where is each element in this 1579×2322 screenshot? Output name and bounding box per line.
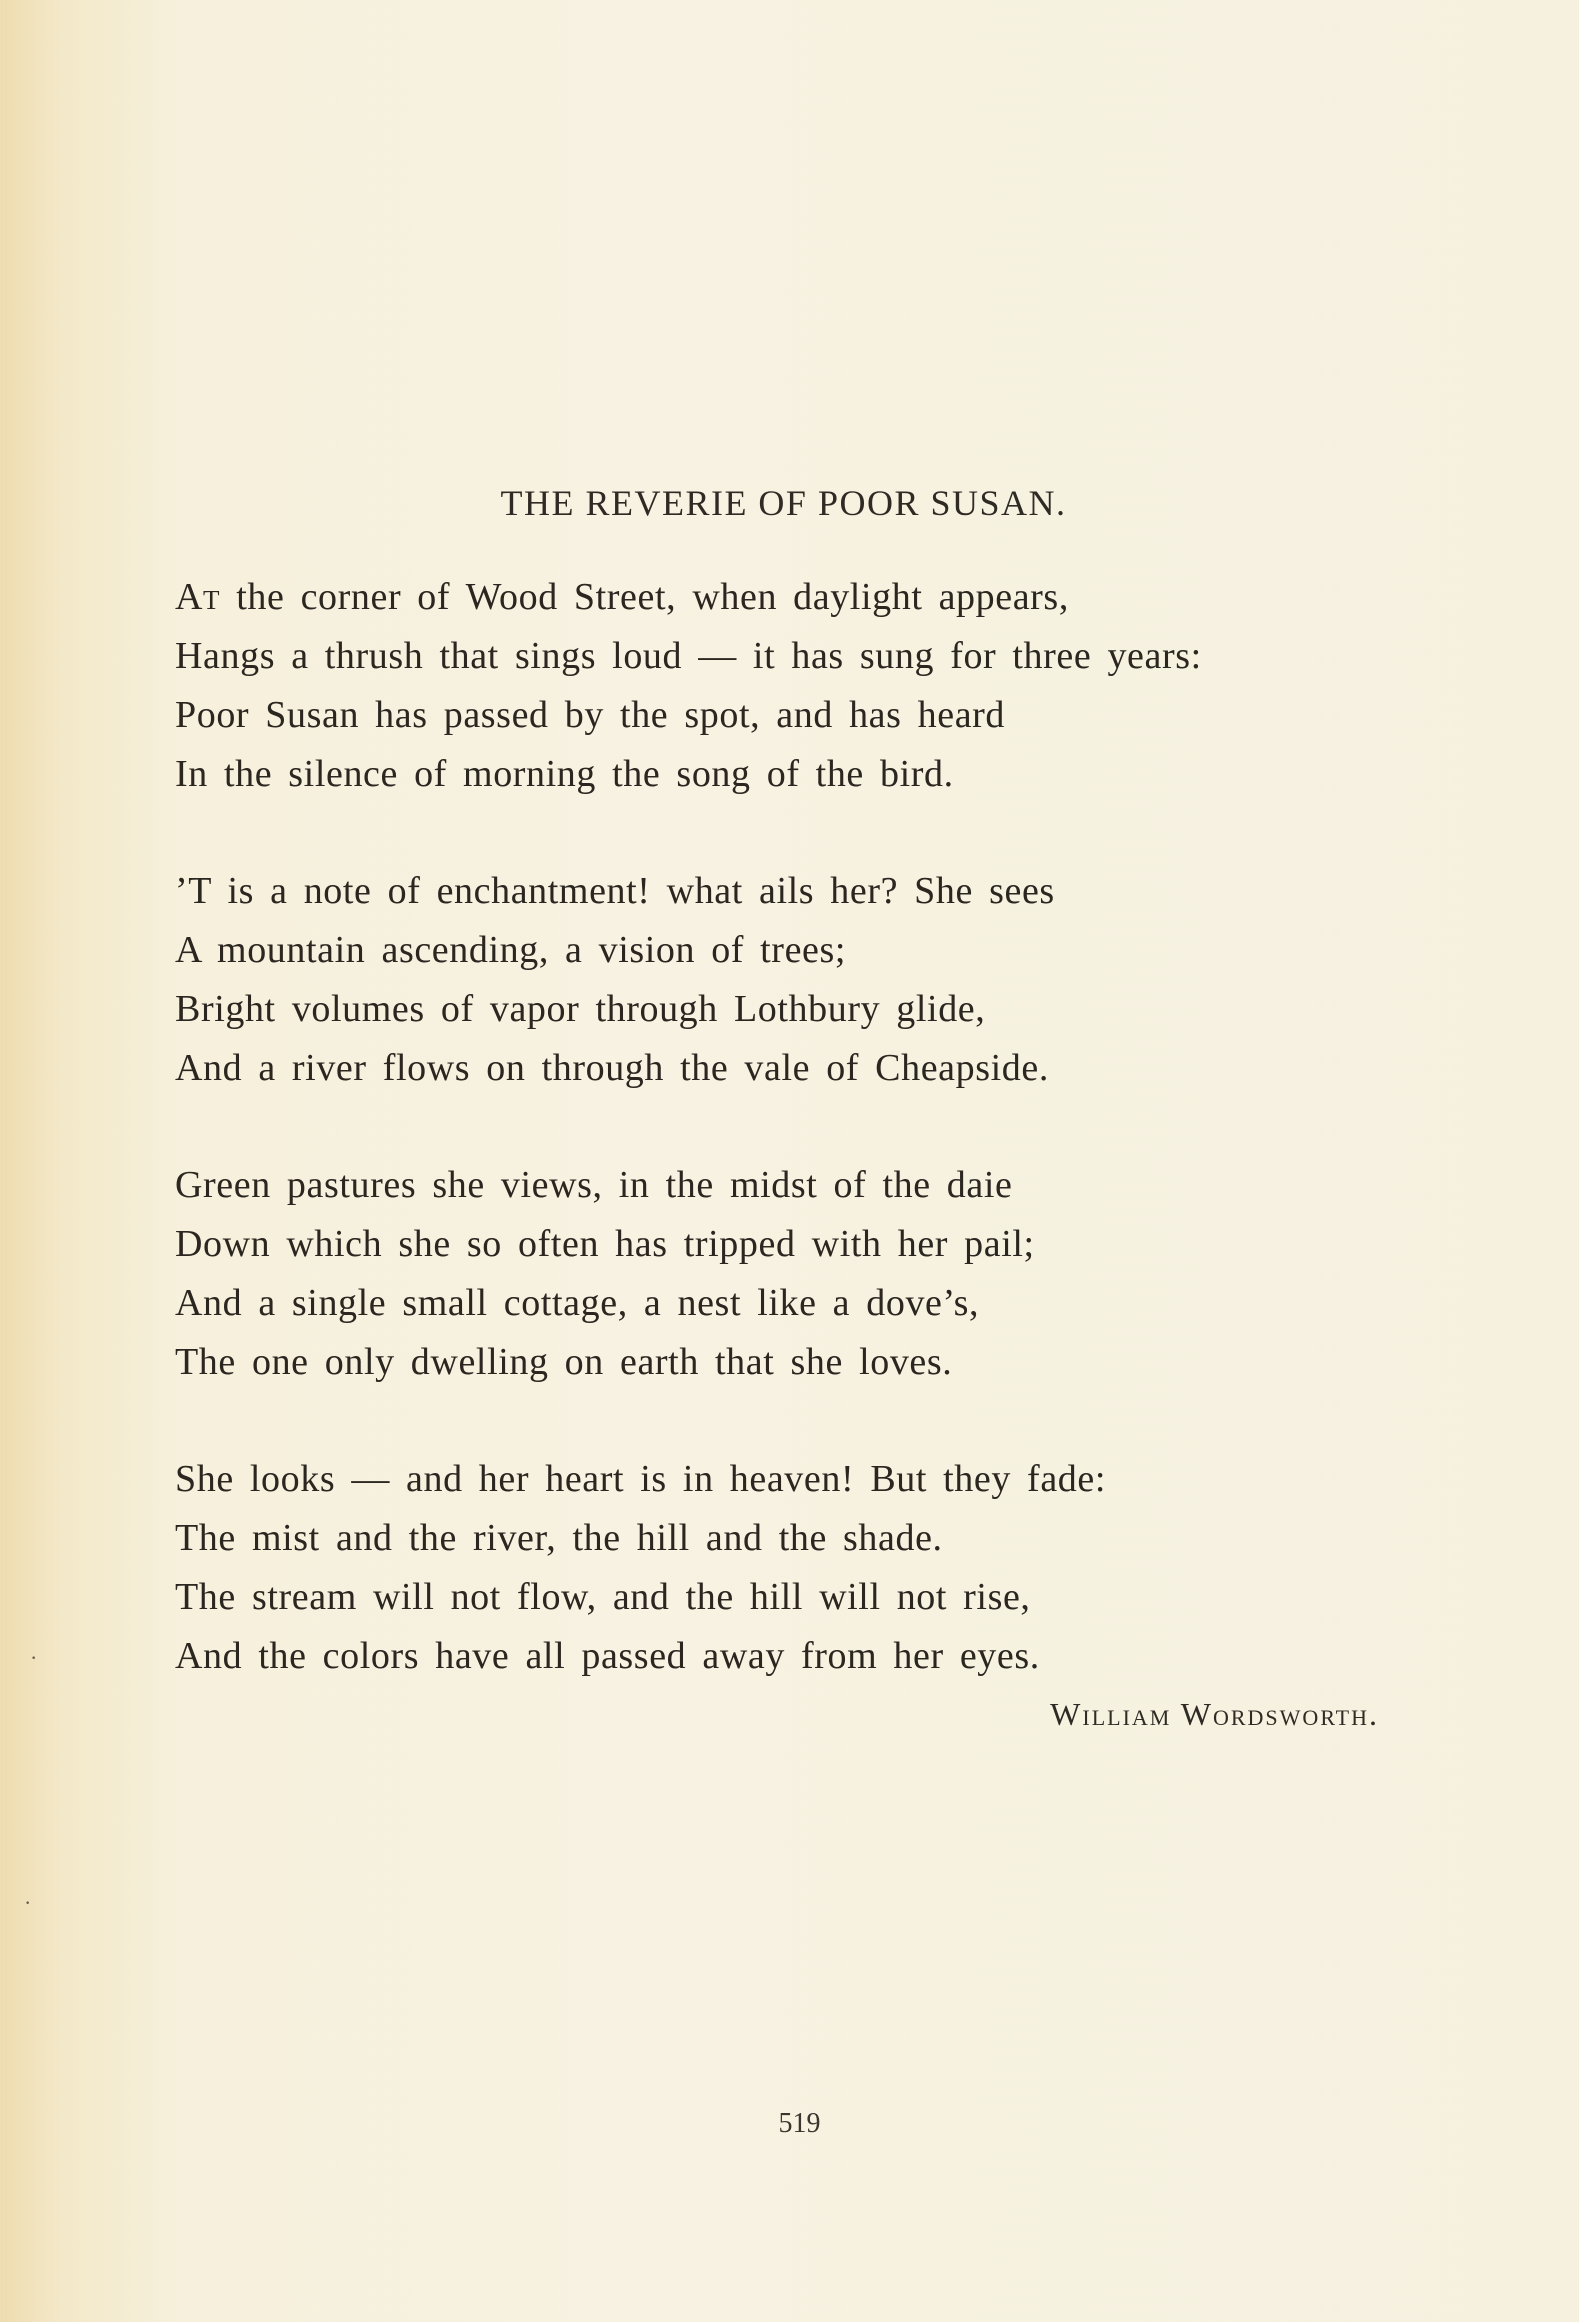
page-number: 519: [778, 2108, 821, 2139]
poem-line: And the colors have all passed away from her eyes.: [175, 1635, 1040, 1677]
poem-line: The one only dwelling on earth that she loves.: [175, 1341, 953, 1383]
poem-body: [175, 568, 1425, 1744]
stanza-4: [175, 1450, 1425, 1686]
author-attribution: William Wordsworth.: [1050, 1696, 1379, 1732]
line-text: the corner of Wood Street, when daylight appears,: [220, 576, 1069, 618]
poem-line: The stream will not flow, and the hill will not rise,: [175, 1576, 1031, 1618]
poem-line: Green pastures she views, in the midst of the daie: [175, 1164, 1013, 1206]
poem-line: A mountain ascending, a vision of trees;: [175, 929, 847, 971]
poem-line: [175, 568, 1425, 627]
poem-line: She looks — and her heart is in heaven! But they fade:: [175, 1458, 1107, 1500]
poem-line: In the silence of morning the song of the bird.: [175, 753, 954, 795]
poem-line: ’T is a note of enchantment! what ails her? She sees: [175, 870, 1055, 912]
poem-title: THE REVERIE OF POOR SUSAN.: [500, 483, 1067, 523]
poem-line: And a single small cottage, a nest like a dove’s,: [175, 1282, 980, 1324]
poem-line: Bright volumes of vapor through Lothbury glide,: [175, 988, 986, 1030]
poem-line: Poor Susan has passed by the spot, and has heard: [175, 694, 1006, 736]
poem-line: The mist and the river, the hill and the shade.: [175, 1517, 943, 1559]
poem-line: Down which she so often has tripped with her pail;: [175, 1223, 1035, 1265]
poem-line: And a river flows on through the vale of Cheapside.: [175, 1047, 1049, 1089]
paper-speck: ·: [24, 1890, 32, 1915]
stanza-3: [175, 1156, 1425, 1392]
stanza-1: [175, 568, 1425, 804]
paper-speck: ·: [30, 1645, 38, 1670]
poem-line: Hangs a thrush that sings loud — it has sung for three years:: [175, 635, 1202, 677]
stanza-2: [175, 862, 1425, 1098]
line-lead-word: At: [175, 576, 221, 618]
